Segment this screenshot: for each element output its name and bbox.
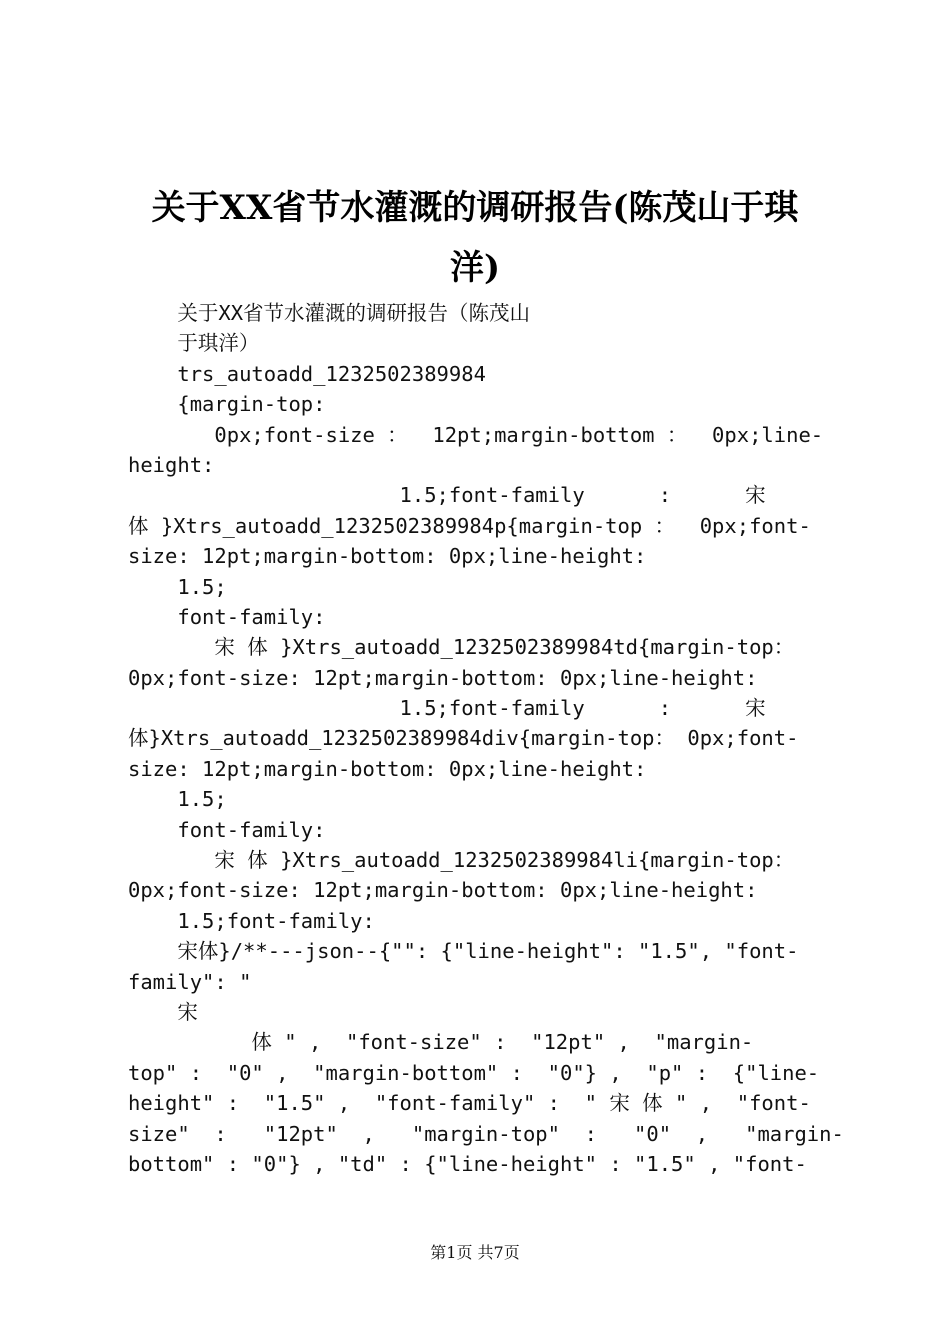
body-line: trs_autoadd_1232502389984: [128, 361, 486, 386]
body-line: {margin-top:: [128, 392, 326, 417]
document-title-line-1: 关于XX省节水灌溉的调研报告(陈茂山于琪: [151, 188, 799, 228]
body-line: 1.5;font-family : 宋: [128, 696, 766, 721]
body-line: 关于XX省节水灌溉的调研报告（陈茂山: [128, 301, 531, 325]
body-line: 宋: [128, 999, 198, 1024]
body-line: 1.5;font-family : 宋: [128, 483, 766, 508]
body-line: 于琪洋）: [128, 331, 260, 356]
body-line: 0px;font-size: 12pt;margin-bottom: 0px;line-height:: [128, 665, 758, 690]
document-body: [128, 298, 844, 1179]
body-line: 1.5;font-family:: [128, 908, 375, 933]
body-line: 体 " , "font-size" : "12pt" , "margin-: [128, 1030, 754, 1055]
body-line: 宋体}/**---json--{"": {"line-height": "1.5", "font-: [128, 939, 799, 964]
body-line: size: 12pt;margin-bottom: 0px;line-height:: [128, 544, 647, 569]
body-line: 0px;font-size: 12pt;margin-bottom: 0px;line-height:: [128, 878, 758, 903]
body-line: 1.5;: [128, 574, 227, 599]
body-line: family": ": [128, 969, 252, 994]
body-line: top" : "0" , "margin-bottom" : "0"} , "p" : {"line-: [128, 1060, 820, 1085]
document-title-line-2: 洋): [449, 248, 501, 288]
body-line: size: 12pt;margin-bottom: 0px;line-height:: [128, 756, 647, 781]
body-line: bottom" : "0"} , "td" : {"line-height" : "1.5" , "font-: [128, 1151, 807, 1176]
body-line: 0px;font-size ： 12pt;margin-bottom ： 0px;line-: [128, 422, 824, 447]
body-line: height:: [128, 452, 215, 477]
body-line: 宋 体 }Xtrs_autoadd_1232502389984li{margin-top：: [128, 848, 795, 873]
body-line: 体 }Xtrs_autoadd_1232502389984p{margin-top ： 0px;font-: [128, 513, 811, 538]
body-line: 1.5;: [128, 787, 227, 812]
body-line: size" : "12pt" , "margin-top" : "0" , "margin-: [128, 1121, 844, 1146]
page-footer: 第1页 共7页: [430, 1243, 520, 1262]
body-line: 宋 体 }Xtrs_autoadd_1232502389984td{margin-top：: [128, 635, 795, 660]
body-line: font-family:: [128, 604, 326, 629]
body-line: height" : "1.5" , "font-family" : " 宋 体 " , "font-: [128, 1091, 811, 1116]
body-line: 体}Xtrs_autoadd_1232502389984div{margin-top： 0px;font-: [128, 726, 799, 751]
body-line: font-family:: [128, 817, 326, 842]
